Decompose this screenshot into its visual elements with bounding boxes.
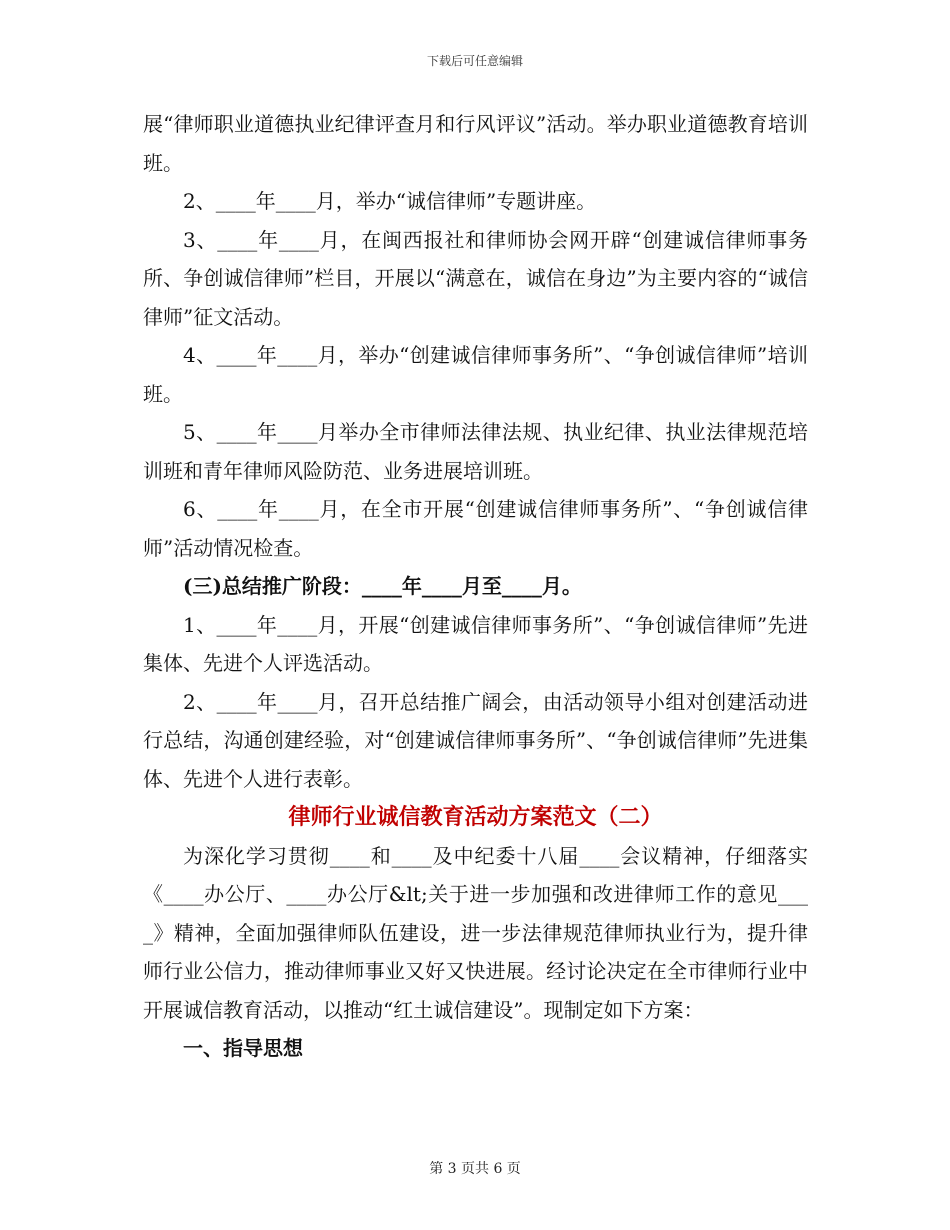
guiding-thought-heading: 一、指导思想 bbox=[183, 1036, 303, 1060]
list-item-3: 3、____年____月，在闽西报社和律师协会网开辟“创建诚信律师事务所、争创诚信律师”栏目，开展以“满意在，诚信在身边”为主要内容的“诚信律师”征文活动。 bbox=[143, 227, 808, 329]
document-body bbox=[143, 105, 808, 1068]
page-footer: 第 3 页共 6 页 bbox=[429, 1161, 521, 1177]
list-item-2b: 2、____年____月，召开总结推广阔会，由活动领导小组对创建活动进行总结，沟通创建经验，对“创建诚信律师事务所”、“争创诚信律师”先进集体、先进个人进行表彰。 bbox=[143, 689, 808, 791]
stage-heading: (三)总结推广阶段：____年____月至____月。 bbox=[183, 574, 582, 598]
list-item-6: 6、____年____月，在全市开展“创建诚信律师事务所”、“争创诚信律师”活动情况检查。 bbox=[143, 497, 808, 560]
list-item-5: 5、____年____月举办全市律师法律法规、执业纪律、执业法律规范培训班和青年律师风险防范、业务进展培训班。 bbox=[143, 420, 808, 483]
paragraph-continuation: 展“律师职业道德执业纪律评查月和行风评议”活动。举办职业道德教育培训班。 bbox=[143, 112, 808, 175]
list-item-4: 4、____年____月，举办“创建诚信律师事务所”、“争创诚信律师”培训班。 bbox=[143, 343, 808, 406]
list-item-1b: 1、____年____月，开展“创建诚信律师事务所”、“争创诚信律师”先进集体、先进个人评选活动。 bbox=[143, 612, 808, 675]
intro-paragraph: 为深化学习贯彻____和____及中纪委十八届____会议精神，仔细落实《____办公厅、____办公厅&lt;关于进一步加强和改进律师工作的意见____》精神，全面加强律师队伍建设，进一步法律规范律师执业行为，提升律师行业公信力，推动律师事业又好又快进展。经讨论决定在全市律师行业中开展诚信教育活动，以推动“红土诚信建设”。现制定如下方案： bbox=[143, 843, 808, 1022]
page-header: 下载后可任意编辑 bbox=[426, 54, 523, 68]
section-title: 律师行业诚信教育活动方案范文（二） bbox=[288, 804, 663, 830]
list-item-2: 2、____年____月，举办“诚信律师”专题讲座。 bbox=[183, 189, 597, 213]
